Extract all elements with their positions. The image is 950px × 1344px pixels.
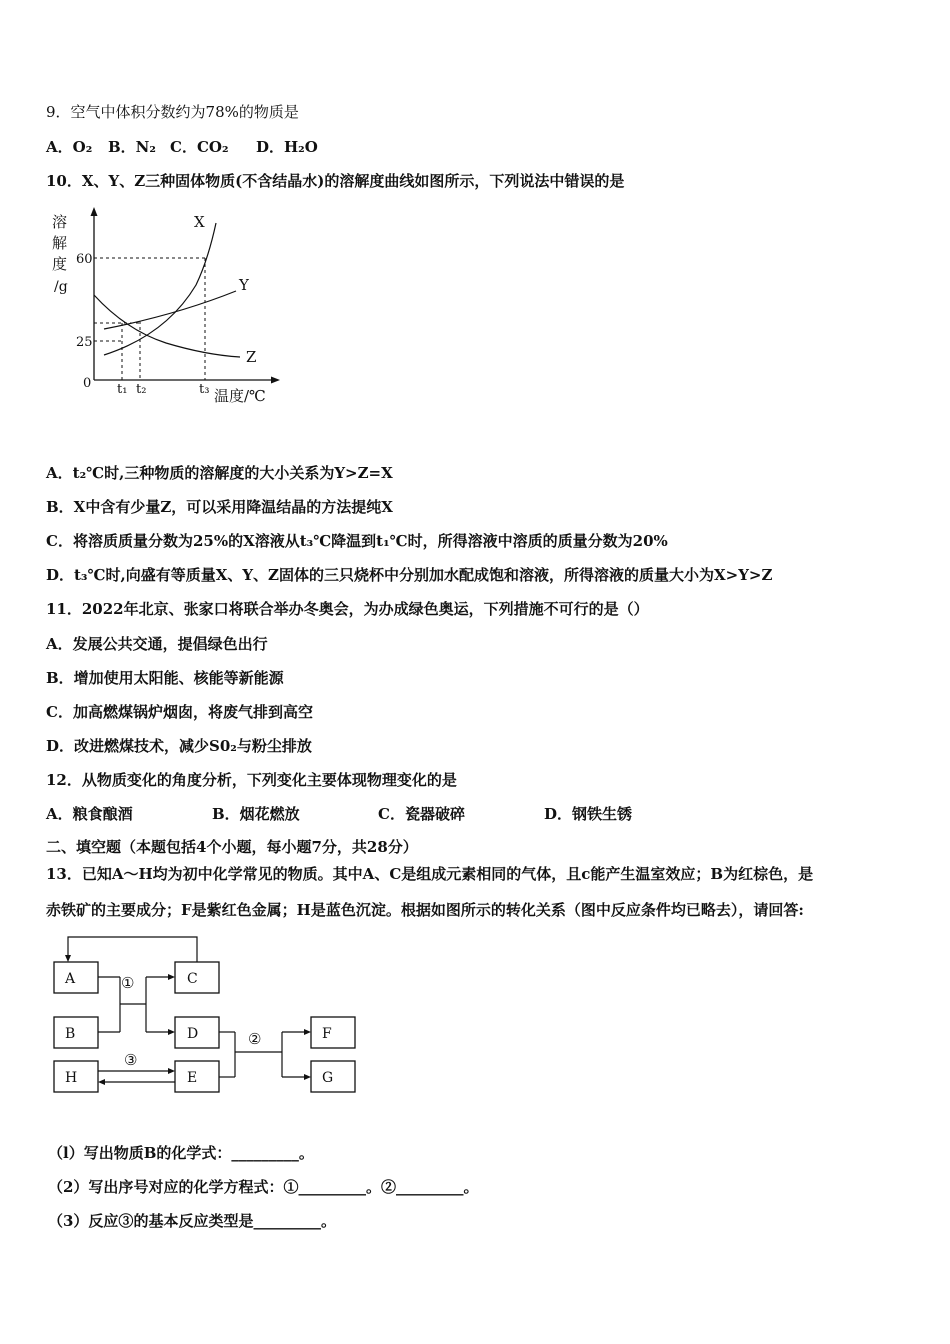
box-a [54, 962, 98, 993]
q13-sub3: （3）反应③的基本反应类型是_________。 [48, 1212, 336, 1230]
box-e-label: E [187, 1070, 198, 1086]
q10-stem: 10．X、Y、Z三种固体物质(不含结晶水)的溶解度曲线如图所示，下列说法中错误的是 [46, 172, 625, 190]
q12-option-c: C．瓷器破碎 [378, 805, 465, 823]
q12-option-d: D．钢铁生锈 [544, 805, 633, 823]
box-g-label: G [322, 1070, 334, 1086]
q12-option-b: B．烟花燃放 [212, 805, 300, 823]
q9-option-a: A．O₂ [46, 138, 93, 156]
x-axis-arrow [271, 377, 280, 384]
origin-label: 0 [83, 376, 92, 391]
box-f [311, 1017, 355, 1048]
q10-option-d: D．t₃℃时,向盛有等质量X、Y、Z固体的三只烧杯中分别加水配成饱和溶液，所得溶液的质量大小为X>Y>Z [46, 566, 773, 584]
ylabel-char-4: /g [54, 279, 68, 295]
reaction-mark-2: ② [248, 1030, 262, 1048]
curve-label-z: Z [246, 348, 257, 366]
solubility-chart [46, 205, 286, 410]
q10-option-a: A．t₂℃时,三种物质的溶解度的大小关系为Y>Z=X [46, 464, 393, 482]
q11-stem: 11．2022年北京、张家口将联合举办冬奥会，为办成绿色奥运，下列措施不可行的是（） [46, 600, 649, 618]
box-a-label: A [65, 971, 76, 987]
q9-option-b: B．N₂ [108, 138, 156, 156]
box-b [54, 1017, 98, 1048]
q10-option-b: B．X中含有少量Z，可以采用降温结晶的方法提纯X [46, 498, 393, 516]
q13-sub1: （l）写出物质B的化学式：_________。 [48, 1144, 314, 1162]
q9-stem: 9．空气中体积分数约为78%的物质是 [46, 103, 299, 121]
q10-option-c: C．将溶质质量分数为25%的X溶液从t₃℃降温到t₁℃时，所得溶液中溶质的质量分数为20% [46, 532, 668, 550]
q12-options [46, 804, 632, 824]
q12-stem: 12．从物质变化的角度分析，下列变化主要体现物理变化的是 [46, 771, 457, 789]
ytick-25: 25 [76, 335, 93, 350]
q13-stem-line1: 13．已知A～H均为初中化学常见的物质。其中A、C是组成元素相同的气体，且c能产生温室效应；B为红棕色，是 [46, 865, 814, 883]
xtick-t1: t₁ [117, 382, 128, 397]
ylabel-char-1: 溶 [52, 213, 68, 231]
conversion-diagram [50, 932, 370, 1098]
q9-options [46, 137, 318, 157]
xtick-t3: t₃ [199, 382, 210, 397]
curve-x [104, 223, 216, 355]
curve-label-x: X [194, 213, 205, 231]
section-2-title: 二、填空题（本题包括4个小题，每小题7分，共28分） [46, 838, 418, 856]
xlabel: 温度/℃ [214, 387, 266, 405]
q11-option-b: B．增加使用太阳能、核能等新能源 [46, 669, 284, 687]
q13-stem-line2: 赤铁矿的主要成分；F是紫红色金属；H是蓝色沉淀。根据如图所示的转化关系（图中反应条件均已略去），请回答: [46, 901, 804, 919]
ylabel-char-2: 解 [52, 234, 68, 252]
curve-label-y: Y [239, 276, 249, 294]
box-h-label: H [65, 1070, 78, 1086]
box-f-label: F [322, 1026, 332, 1042]
box-b-label: B [65, 1026, 76, 1042]
q9-option-d: D．H₂O [256, 138, 318, 156]
ylabel-char-3: 度 [52, 255, 68, 273]
q12-option-a: A．粮食酿酒 [46, 805, 133, 823]
q11-option-c: C．加高燃煤锅炉烟囱，将废气排到高空 [46, 703, 313, 721]
box-c-label: C [187, 971, 198, 987]
y-axis-arrow [91, 207, 98, 216]
xtick-t2: t₂ [136, 382, 147, 397]
reaction-mark-3: ③ [124, 1051, 138, 1069]
q9-option-c: C．CO₂ [170, 138, 229, 156]
reaction-mark-1: ① [121, 974, 135, 992]
ytick-60: 60 [76, 252, 93, 267]
box-d-label: D [187, 1026, 199, 1042]
arrow-c-to-a [68, 937, 197, 962]
q11-option-a: A．发展公共交通，提倡绿色出行 [46, 635, 268, 653]
curve-y [104, 291, 236, 329]
q11-option-d: D．改进燃煤技术，减少S0₂与粉尘排放 [46, 737, 312, 755]
q13-sub2: （2）写出序号对应的化学方程式：①_________。②_________。 [48, 1178, 479, 1196]
